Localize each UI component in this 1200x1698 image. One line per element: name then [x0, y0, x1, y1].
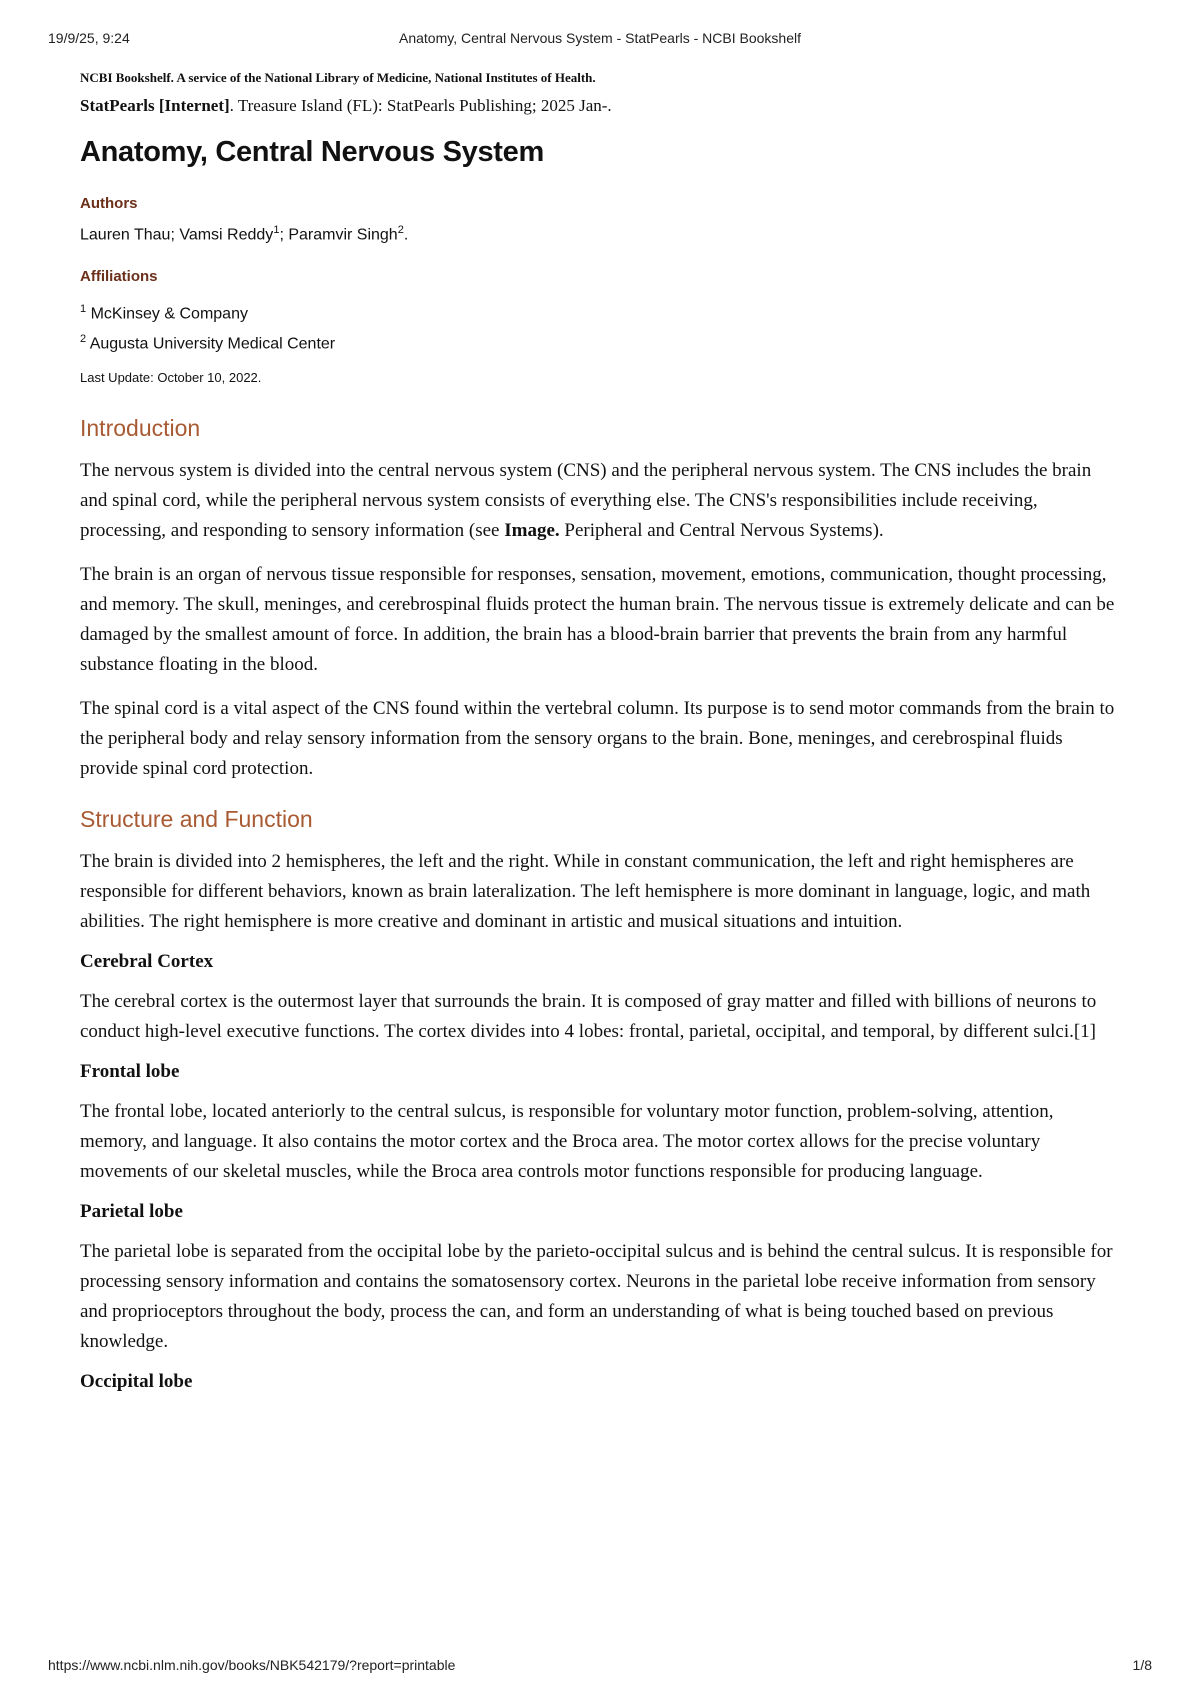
subheading-parietal-lobe: Parietal lobe [80, 1200, 183, 1222]
affiliation-item [80, 327, 1120, 356]
print-doc-title: Anatomy, Central Nervous System - StatPearls - NCBI Bookshelf [399, 30, 801, 46]
parietal-paragraph: The parietal lobe is separated from the occipital lobe by the parieto-occipital sulcus and is behind the central sulcus. It is responsible for processing sensory information and contains the somatosensory cortex. Neurons in the parietal lobe receive information from sensory and proprioceptors throughout the body, process the can, and form an understanding of what is being touched based on previous knowledge. [80, 1240, 1113, 1352]
intro-paragraph: The brain is an organ of nervous tissue responsible for responses, sensation, movement, emotions, communication, thought processing, and memory. The skull, meninges, and cerebrospinal fluids protect the human brain. The nervous tissue is extremely delicate and can be damaged by the smallest amount of force. In addition, the brain has a blood-brain barrier that prevents the brain from any harmful substance floating in the blood. [80, 563, 1115, 675]
affiliation-name: Augusta University Medical Center [89, 334, 336, 352]
affiliation-name: McKinsey & Company [90, 305, 248, 323]
citation-source: StatPearls [Internet] [80, 96, 230, 115]
authors-label: Authors [80, 195, 138, 212]
subheading-frontal-lobe: Frontal lobe [80, 1060, 180, 1082]
affiliation-item [80, 297, 1120, 326]
author-affil-sup: 1 [273, 224, 280, 236]
intro-paragraph [80, 456, 1120, 546]
print-date: 19/9/25, 9:24 [48, 30, 130, 46]
affiliations-list [80, 297, 1120, 356]
intro-paragraph: The spinal cord is a vital aspect of the CNS found within the vertebral column. Its purpose is to send motor commands from the brain to the peripheral body and relay sensory information from the sensory organs to the brain. Bone, meninges, and cerebrospinal fluids provide spinal cord protection. [80, 697, 1115, 779]
intro-p1-text-end: Peripheral and Central Nervous Systems). [559, 519, 884, 541]
subheading-occipital-lobe: Occipital lobe [80, 1370, 193, 1392]
citation [80, 96, 1120, 116]
authors-list: Lauren Thau; Vamsi Reddy$^1$; Paramvir Singh$^2$. [80, 224, 409, 244]
author-name[interactable]: Vamsi Reddy [179, 226, 274, 244]
frontal-paragraph: The frontal lobe, located anteriorly to the central sulcus, is responsible for voluntary motor function, problem-solving, attention, memory, and language. It also contains the motor cortex and the Broca area. The motor cortex allows for the precise voluntary movements of our skeletal muscles, while the Broca area controls motor functions responsible for producing language. [80, 1100, 1054, 1182]
page-number: 1/8 [1132, 1657, 1152, 1673]
citation-rest: . Treasure Island (FL): StatPearls Publishing; 2025 Jan-. [229, 96, 612, 115]
affiliations-label: Affiliations [80, 268, 158, 286]
author-name[interactable]: Paramvir Singh [288, 226, 398, 244]
structure-paragraph: The brain is divided into 2 hemispheres, the left and the right. While in constant communication, the left and right hemispheres are responsible for different behaviors, known as brain lateralization. The left hemisphere is more dominant in language, logic, and math abilities. The right hemisphere is more creative and dominant in artistic and musical situations and intuition. [80, 850, 1091, 932]
print-header [48, 30, 1152, 50]
affiliation-number: 2 [80, 332, 87, 345]
section-heading-introduction: Introduction [80, 414, 201, 441]
image-link[interactable]: Image. [504, 519, 560, 541]
affiliation-number: 1 [80, 303, 87, 316]
article-content [80, 70, 1120, 1407]
author-affil-sup: 2 [397, 224, 404, 236]
last-update: Last Update: October 10, 2022. [80, 369, 262, 385]
print-url[interactable]: https://www.ncbi.nlm.nih.gov/books/NBK542179/?report=printable [48, 1657, 456, 1673]
intro-p1-text: The nervous system is divided into the central nervous system (CNS) and the peripheral nervous system. The CNS includes the brain and spinal cord, while the peripheral nervous system consists of everything else. The CNS's responsibilities include receiving, processing, and responding to sensory information (see [80, 459, 1092, 541]
ncbi-notice: NCBI Bookshelf. A service of the National Library of Medicine, National Institutes of Health. [80, 70, 596, 85]
section-heading-structure: Structure and Function [80, 805, 313, 832]
subheading-cerebral-cortex: Cerebral Cortex [80, 950, 214, 972]
cortex-paragraph: The cerebral cortex is the outermost layer that surrounds the brain. It is composed of gray matter and filled with billions of neurons to conduct high-level executive functions. The cortex divides into 4 lobes: frontal, parietal, occipital, and temporal, by different sulci.[1] [80, 990, 1097, 1042]
page-title: Anatomy, Central Nervous System [80, 136, 544, 168]
author-name[interactable]: Lauren Thau [80, 226, 171, 244]
print-footer [48, 1657, 1152, 1677]
